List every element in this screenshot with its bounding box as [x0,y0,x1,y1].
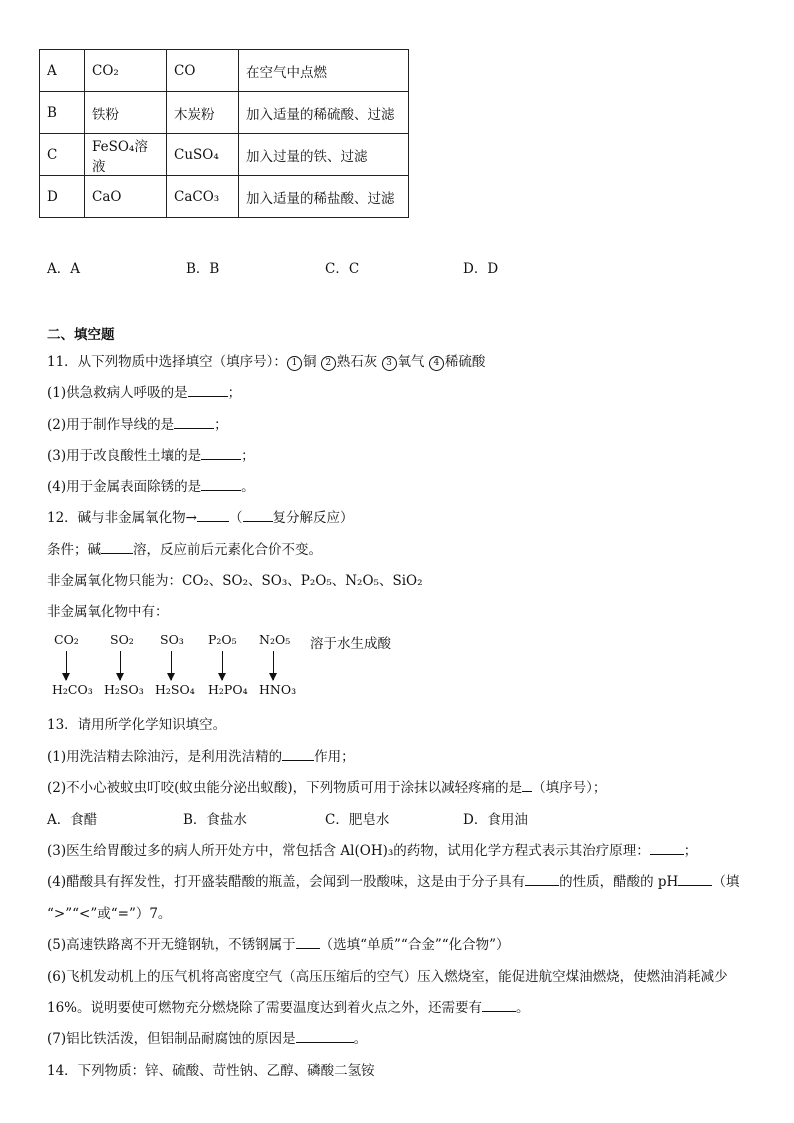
q13-part-4-cont: “>”“<”或“=”）7。 [47,906,172,922]
q13-option-a[interactable]: A．食醋 [47,812,98,828]
q10-option-a[interactable]: A．A [47,261,80,277]
oxide-p2o5: P₂O₅ [208,632,237,647]
table-cell: 木炭粉 [167,92,239,134]
q11-item-4: (4)用于金属表面除锈的是 。 [47,475,255,495]
answer-blank[interactable] [201,476,241,491]
q12-line-3: 非金属氧化物只能为：CO₂、SO₂、SO₃、P₂O₅、N₂O₅、SiO₂ [47,573,423,589]
answer-blank[interactable] [522,777,532,792]
oxide-so3: SO₃ [160,632,184,647]
table-cell: 铁粉 [85,92,167,134]
arrow-down-icon [66,651,67,680]
table-cell: 在空气中点燃 [239,50,409,92]
table-cell: B [40,92,85,134]
q10-option-b[interactable]: B．B [186,261,220,277]
q11-item-1: (1)供急救病人呼吸的是 ； [47,381,241,401]
answer-blank[interactable] [525,871,559,886]
table-row [40,50,409,92]
oxide-note: 溶于水生成酸 [310,636,391,652]
q13-part-2: (2)不小心被蚊虫叮咬(蚊虫能分泌出蚁酸)，下列物质可用于涂抹以减轻疼痛的是 （填序号）； [47,776,606,796]
answer-blank[interactable] [201,445,241,460]
q13-option-b[interactable]: B．食盐水 [183,812,247,828]
table-cell: CO₂ [85,50,167,92]
table-cell: 加入适量的稀硫酸、过滤 [239,92,409,134]
options-table [39,49,409,218]
choice-number-1: 1 [287,356,302,371]
q13-part-3: (3)医生给胃酸过多的病人所开处方中，常包括含 Al(OH)₃的药物，试用化学方程式表示其治疗原理： ； [47,839,697,859]
choice-number-4: 4 [429,356,444,371]
table-cell: 加入过量的铁、过滤 [239,134,409,176]
answer-blank[interactable] [101,539,133,554]
acid-hno3: HNO₃ [259,682,297,697]
oxide-n2o5: N₂O₅ [259,632,291,647]
table-cell: CO [167,50,239,92]
q12-line-1: 12．碱与非金属氧化物→ （ 复分解反应） [47,506,354,526]
table-cell: C [40,134,85,176]
q13-stem: 13．请用所学化学知识填空。 [47,717,227,733]
q12-line-4: 非金属氧化物中有： [47,604,169,620]
table-row [40,92,409,134]
q13-part-5: (5)高速铁路离不开无缝钢轨，不锈钢属于 （选填“单质”“合金”“化合物”） [47,933,510,953]
table-cell: FeSO₄溶液 [85,134,167,176]
arrow-down-icon [222,651,223,680]
acid-h2so3: H₂SO₃ [104,682,144,697]
oxide-so2: SO₂ [110,632,134,647]
table-cell: CaCO₃ [167,176,239,218]
acid-h2co3: H₂CO₃ [52,682,93,697]
q12-line-2: 条件；碱 溶，反应前后元素化合价不变。 [47,538,322,558]
q13-part-7: (7)铝比铁活泼，但铝制品耐腐蚀的原因是 。 [47,1027,367,1047]
choice-number-2: 2 [321,356,336,371]
q13-part-6: (6)飞机发动机上的压气机将高密度空气（高压压缩后的空气）压入燃烧室，能促进航空煤油燃烧，使燃油消耗减少 [47,969,728,985]
acid-h2po4: H₂PO₄ [208,682,248,697]
oxide-co2: CO₂ [54,632,79,647]
q10-option-c[interactable]: C．C [325,261,360,277]
choice-number-3: 3 [382,356,397,371]
q14-stem: 14．下列物质：锌、硫酸、苛性钠、乙醇、磷酸二氢铵 [47,1063,375,1079]
q10-option-d[interactable]: D．D [463,261,499,277]
answer-blank[interactable] [282,746,314,761]
table-cell: A [40,50,85,92]
answer-blank[interactable] [296,934,320,949]
q11-item-3: (3)用于改良酸性土壤的是 ； [47,444,255,464]
answer-blank[interactable] [296,1028,354,1043]
q11-stem: 11．从下列物质中选择填空（填序号）： 1 铜 2 熟石灰 3 氧气 4 稀硫酸 [47,354,486,370]
table-cell: 加入适量的稀盐酸、过滤 [239,176,409,218]
arrow-down-icon [120,651,121,680]
table-row [40,134,409,176]
section-title: 二、填空题 [47,327,115,343]
q11-item-2: (2)用于制作导线的是 ； [47,413,228,433]
q13-part-4: (4)醋酸具有挥发性，打开盛装醋酸的瓶盖，会闻到一股酸味，这是由于分子具有 的性质，醋酸的 pH （填 [47,870,739,890]
q13-part-1: (1)用洗洁精去除油污，是利用洗洁精的 作用； [47,745,355,765]
table-cell: CaO [85,176,167,218]
answer-blank[interactable] [482,997,516,1012]
answer-blank[interactable] [678,871,712,886]
arrow-down-icon [273,651,274,680]
q13-option-d[interactable]: D．食用油 [463,812,528,828]
table-row [40,176,409,218]
answer-blank[interactable] [243,507,273,522]
q13-option-c[interactable]: C．肥皂水 [325,812,390,828]
table-cell: CuSO₄ [167,134,239,176]
q13-part-6-cont: 16%。说明要使可燃物充分燃烧除了需要温度达到着火点之外，还需要有 。 [47,996,530,1016]
arrow-down-icon [171,651,172,680]
answer-blank[interactable] [188,382,228,397]
acid-h2so4: H₂SO₄ [155,682,195,697]
answer-blank[interactable] [650,840,684,855]
answer-blank[interactable] [197,507,229,522]
answer-blank[interactable] [174,414,214,429]
table-cell: D [40,176,85,218]
